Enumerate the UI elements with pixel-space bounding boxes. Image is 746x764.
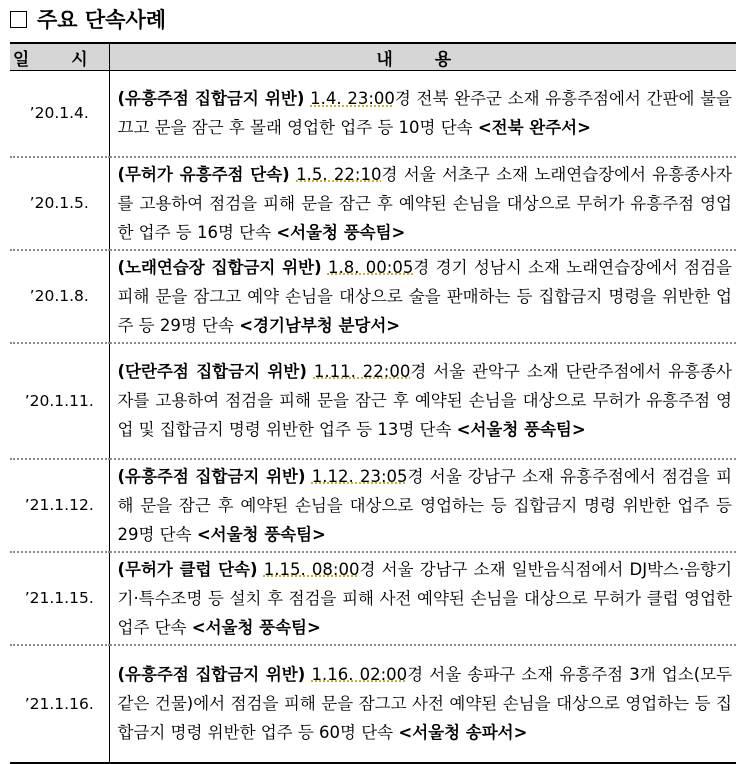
table-row [10,645,736,763]
case-category: (무허가 유흥주점 단속) [117,164,290,184]
content-cell [109,343,736,459]
case-agency: <서울청 풍속팀> [191,617,321,637]
case-description: 경 서울 강남구 소재 일반음식점에서 DJ박스·음향기기·특수조명 등 설치 후 점검을 피해 사전 예약된 손님을 대상으로 무허가 클럽 영업한 업주 단속 [117,559,733,637]
content-cell [109,459,736,552]
content-cell [109,71,736,157]
section-heading [10,2,166,36]
section-title: 주요 단속사례 [37,8,167,32]
content-column-header: 내 용 [109,43,736,71]
table-row [10,459,736,552]
checkbox-square-icon [10,11,27,28]
table-row [10,250,736,343]
date-cell: ’20.1.4. [10,71,109,157]
table-row [10,71,736,157]
case-agency: <경기남부청 분당서> [239,315,401,335]
case-agency: <전북 완주서> [477,118,591,138]
case-description: 경 전북 완주군 소재 유흥주점에서 간판에 불을 끄고 문을 잠근 후 몰래 영업한 업주 등 10명 단속 [117,89,732,138]
case-description: 경 서울 서초구 소재 노래연습장에서 유흥종사자를 고용하여 점검을 피해 문을 잠근 후 예약된 손님을 대상으로 무허가 유흥주점 영업한 업주 등 16명 단속 [117,164,733,242]
case-description: 경 서울 강남구 소재 유흥주점에서 점검을 피해 문을 잠근 후 예약된 손님을 대상으로 영업하는 등 집합금지 명령 위반한 업주 등 29명 단속 [117,466,733,544]
case-category: (노래연습장 집합금지 위반) [117,257,322,277]
case-datetime: 1.11. 22:00 [313,362,411,381]
table-header-row [10,43,736,71]
case-category: (유흥주점 집합금지 위반) [117,89,305,109]
case-agency: <서울청 풍속팀> [456,420,586,439]
case-description: 경 서울 송파구 소재 유흥주점 3개 업소(모두 같은 건물)에서 점검을 피해 문을 잠그고 사전 예약된 손님을 대상으로 영업하는 등 집합금지 명령 위반한 업주 등 60명 단속 [117,665,733,742]
date-cell: ’21.1.16. [10,645,109,763]
table-row [10,343,736,459]
case-agency: <서울청 송파서> [398,723,528,742]
date-cell: ’21.1.12. [10,459,109,552]
date-cell: ’20.1.11. [10,343,109,459]
case-datetime: 1.4. 23:00 [310,89,395,109]
case-category: (무허가 클럽 단속) [117,559,258,579]
case-datetime: 1.15. 08:00 [263,559,360,579]
content-cell [109,157,736,250]
case-datetime: 1.16. 02:00 [311,665,408,684]
case-agency: <서울청 풍속팀> [276,222,406,242]
date-column-header: 일 시 [10,43,109,71]
case-description: 경 서울 관악구 소재 단란주점에서 유흥종사자를 고용하여 점검을 피해 문을 잠근 후 예약된 손님을 대상으로 무허가 유흥주점 영업 및 집합금지 명령 위반한 업주 등 13명 단속 [117,362,732,439]
content-cell [109,645,736,763]
content-cell [109,552,736,645]
content-cell [109,250,736,343]
case-category: (유흥주점 집합금지 위반) [117,466,306,486]
enforcement-cases-table [10,42,736,764]
table-row [10,552,736,645]
date-cell: ’20.1.5. [10,157,109,250]
case-datetime: 1.5. 22:10 [296,164,382,184]
date-cell: ’20.1.8. [10,250,109,343]
case-datetime: 1.8. 00:05 [327,257,414,277]
case-agency: <서울청 풍속팀> [196,524,326,544]
date-cell: ’21.1.15. [10,552,109,645]
table-row [10,157,736,250]
case-datetime: 1.12. 23:05 [311,466,408,486]
case-category: (단란주점 집합금지 위반) [117,362,307,381]
case-description: 경 경기 성남시 소재 노래연습장에서 점검을 피해 문을 잠그고 예약 손님을 대상으로 술을 판매하는 등 집합금지 명령을 위반한 업주 등 29명 단속 [117,257,732,335]
case-category: (유흥주점 집합금지 위반) [117,665,306,684]
